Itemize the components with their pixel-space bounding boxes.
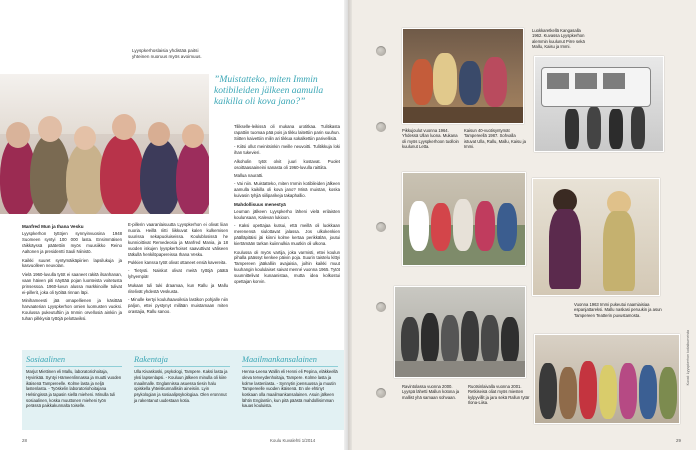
photo-credit: Kuvat: Lyyspkerhon kotialbumeista xyxy=(686,330,690,386)
binder-hole xyxy=(376,46,386,56)
photo-costume xyxy=(532,178,660,296)
section-heading: Manfred Mun ja Ihana Vesku xyxy=(22,224,84,229)
photo-cruise xyxy=(534,334,680,424)
photo-christmas-party xyxy=(402,28,524,124)
paragraph: - Minulle kertyi kouluhaavoiksia lastikon pohjalle niin paljon, ettei pystynyt millään muistamaan miten orastajia, Rallu sanoo. xyxy=(128,297,228,314)
caption-trip: Luokkaretkellä Kangasalla 1962. Kuvassa Lyyspkerhon alemmin kuulunut Pirre sekä Mallu, Kaisu ja Immi. xyxy=(532,28,585,50)
text-column-3 xyxy=(234,124,340,288)
binder-hole xyxy=(376,302,386,312)
profile-title: Rakentaja xyxy=(134,354,230,367)
binder-hole xyxy=(376,122,386,132)
photo-birthday-sofa xyxy=(402,172,526,266)
paragraph: Tilikselle-leikissä oli mukana urotitkaa. Tulitikasta rapattiin tuomaa pää pois ja tikku laitettiin parin suuhun. Siitten kaivettiin milin ari tikkua sokalkettiin parivellisiä. xyxy=(234,124,340,141)
page-number-left: 28 xyxy=(22,438,27,443)
profile-sosiaalinen xyxy=(26,354,122,409)
paragraph: E-pillerin vaaranlaisuutta Lyyspkerhon ei olivat liian nuoria. Heillä riitti liikkuvat kalen kulkemisen suurissa sekapuoluiseissa. Koulublosissä he kunnioittivat Remedeosia ja Manfred Mania, ja 18 vuoden iskujen lyyspkerhoiset saavuttivat väliseen tätkullä henkilöpapereissa Ihana Vesku. xyxy=(128,222,228,257)
caption-cruise: Ruotsinlaivalla vuonna 2001. Retkiseisä oliat myös miesten kylpyvillit ja jara sekä Rallun tytär Ilona-Liisa. xyxy=(468,384,530,406)
paragraph: Vielä 1960-luvulla tytöt ei saaneet rakitä ilsanhanan, vaan häiven piti näyttää pojan luonteista voitetusta prinsessoa. 1960-luvun alussa markkinoille tulivat ei-pillerit, joka oli työlää rinnan läpi. xyxy=(22,271,122,295)
group-photo xyxy=(0,74,209,214)
paragraph: Minihameesti jää omapellienen ja käsittää harvaaterian Lyyspkerhon omien luomusten vuoksi. Koulussa pukeutuftiin ja Immin orvellosiä ainkiin ja tuhan pilkkysiä tyttöjä pelottaviksi. xyxy=(22,298,122,321)
profile-title: Sosiaalinen xyxy=(26,354,122,367)
profile-text: Marjut Miettinen eli Mallu, laboratoriohoitaja, Hyvinkää. Syntyi Hämeenlinnassa ja muutti vuoden ikäisenä Tampereelle. Kolme lasta ja neljä lastenlasta. - Työskelin laboratoriohoitajana Helsingissä ja tapasin siellä mieheni. Minulla tuli sosiaalinen, koska muuttonen mieheni työn perässä paikkakunnalta toiselle. xyxy=(26,369,122,409)
paragraph: - Tietysti. Naiskot olivat meitä tyttöjä päätä lyhyempiä! xyxy=(128,268,228,280)
caption-restaurant: Ravintolassa vuonna 2000. Lyyspä lähetti Mallun kotona ja mallist yhä samaan sohvaan. xyxy=(402,384,460,400)
profile-text: Ulla Kivaskoski, psykologi, Tampere. Kaksi lasta ja yksi lapsenlapsi. - Kouluun jälkeen minulla oli kiire maailmalle. Englannissa asuessa tiesin halu opiskella yhteiskunnallisiin aineisiin. Lyin psykologian ja sosiaalipsykologiaa. Olen eronnnut ja rakentanut uudestaan kotia. xyxy=(134,369,228,403)
section-heading: Mahdollisuus menestyä xyxy=(234,201,286,207)
photo-caption-top: Lyyspkerhoslaisia yhdistää paitsi yhteinen nuoruus myös avoimuus. xyxy=(132,48,202,59)
profile-rakentaja xyxy=(134,354,230,403)
caption-costume: Vuonna 1963 Immi pukeutui naamiaisiaa espanjattareksi. Mallu naskasi peruukin ja asun Tampereen Teatterin puvustamosta. xyxy=(574,302,662,318)
text-column-2 xyxy=(128,222,228,317)
profile-maailmankansalainen xyxy=(242,354,338,409)
paragraph: Koulussa oli myös vartija, joka varmisti, ettei koulun pihalla päässyt kenkee päivin poja. Suurin taistelu kittyi Tampereen jääkalliin avajaisia, joihin kaikki muut kuuhangin koululaiset saivat menné vuonna 1965. Tytöt suunnittelivat kunaanistaa, mutta idea kolkostui opettajan korvin. xyxy=(234,249,340,285)
paragraph: Pukkien kanssa tytöt olivat ottaneet ensiä kavereita. xyxy=(128,260,227,266)
right-page xyxy=(348,0,696,450)
caption-christmas-party: Pikkujoulut vuonna 1964. Yhdessä Ullan luona. Mukana oli myös Lyyspkerhoon tuolloin kuulunut Letta. xyxy=(402,128,459,150)
profile-title: Maailmankansalainen xyxy=(242,354,338,367)
binder-hole xyxy=(376,222,386,232)
page-gutter xyxy=(344,0,352,450)
caption-birthday: Kaisun 40-vuotisyntymät Tampereellä 1987. Sohvalla istuvat Ulla, Rallu, Mallu, Kaisu ja Immi. xyxy=(464,128,526,150)
profile-text: Henna-Leena Wallin eli Henni eli Pepina, eläkkeellä oleva terveydenhoitaja, Tampere. Kolme lasta ja kolme lastenlasta. - Synnytin joensuussa ja muutin Tampereelle vuoden ikäisenä. En ole ehtinyt koskaan olla maailmankansalainen. Asuin jälkeen lähtin Englantiin, kun pitä päästä mahdollisimman kauas kouluista. xyxy=(242,369,338,409)
pull-quote: ”Muistatteko, miten Immin kotibileiden jälkeen aamulla kaikilla oli kova jano?” xyxy=(214,74,324,108)
paragraph: Lyyspkerhon tyttöjen synnyinvuosina 1948 Suomeen syntyi 100 000 lasta. Ensimmäisen räikkäyssä päätettiin myös muusiikko Reino Aaltonen ja presidentti Sauli Niinistö. xyxy=(22,231,122,255)
paragraph: Mallua nauratti. xyxy=(234,172,264,178)
photo-bus-trip xyxy=(534,56,664,152)
text-column-1 xyxy=(22,222,122,324)
paragraph: - Kaksi opettajaa kutsui, että meillä oli luokkaan merenensä siulottavat jalassa. Jos ulkokenkien päälläpitäisi jäi kiinni kolme kertaa perikkälän, joutui kiertämään tarkan kuiinnulkia muutkin oli ulkona. xyxy=(234,223,340,247)
binder-hole xyxy=(376,388,386,398)
profile-box xyxy=(22,350,344,430)
paragraph: - Kiitsi ollut meinitsinkin meille neuvoitti. Tulitikkuja loki ihan tukevieri. xyxy=(234,144,340,156)
paragraph: Alkoholin tytöt olvit juuri kostavat. Puolet osoittaasaaineini sanasta oli 1960-luvulla raittiita. xyxy=(234,158,340,170)
photo-restaurant xyxy=(394,286,526,378)
paragraph: Kaikki suuret syntymäikäpiirien lapsilukuja ja kasvuolleen neuvolan. xyxy=(22,257,122,269)
paragraph: - Vai niin. Muistatteko, miten Immin kotibileiden jälkeen aamulla kaikilla oli kova jano? Minä muistan, koska kuivasin tyhjiä siiliparikeja takaphallio. xyxy=(234,181,340,199)
magazine-folio: Koulu Kuvalehti 1/2014 xyxy=(270,438,316,443)
paragraph: Leuman jälkeen Lyyspkerho läheni vielä erilaisten koulunsaan, Kalevan lukioon. xyxy=(234,208,340,220)
paragraph: Mukaan tuli tuki draamaa, kun Rallu ja Mallu riitelivät yhdestä Veskusta. xyxy=(128,282,228,294)
page-number-right: 29 xyxy=(676,438,681,443)
